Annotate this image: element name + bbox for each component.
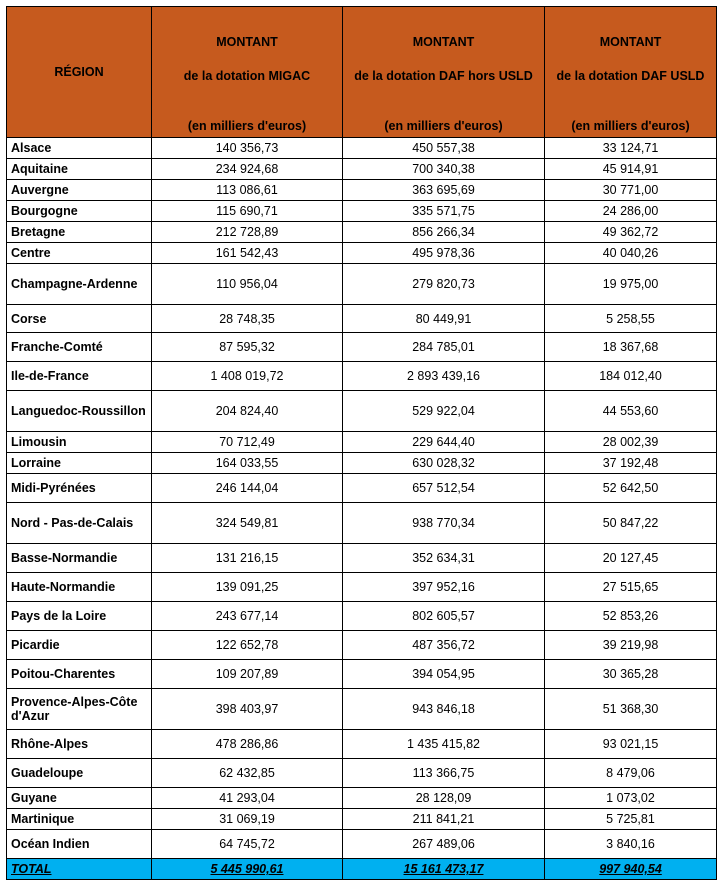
daf-hors-usld-value: 450 557,38	[343, 138, 545, 159]
migac-value: 398 403,97	[152, 689, 343, 730]
header-daf-hors-usld	[343, 7, 545, 138]
region-name: Picardie	[7, 631, 152, 660]
daf-usld-value: 50 847,22	[545, 503, 717, 544]
region-name: Alsace	[7, 138, 152, 159]
table-row	[7, 759, 717, 788]
region-name: Auvergne	[7, 180, 152, 201]
daf-hors-usld-value: 80 449,91	[343, 305, 545, 333]
table-row	[7, 474, 717, 503]
daf-hors-usld-value: 2 893 439,16	[343, 362, 545, 391]
daf-usld-value: 20 127,45	[545, 544, 717, 573]
migac-value: 204 824,40	[152, 391, 343, 432]
daf-usld-value: 19 975,00	[545, 264, 717, 305]
daf-hors-usld-value: 856 266,34	[343, 222, 545, 243]
daf-hors-usld-value: 394 054,95	[343, 660, 545, 689]
migac-value: 113 086,61	[152, 180, 343, 201]
daf-usld-value: 49 362,72	[545, 222, 717, 243]
table-row	[7, 830, 717, 859]
migac-value: 64 745,72	[152, 830, 343, 859]
header-daf-hors-title: MONTANT	[412, 35, 475, 49]
region-name: Nord - Pas-de-Calais	[7, 503, 152, 544]
daf-usld-value: 5 725,81	[545, 809, 717, 830]
table-row	[7, 180, 717, 201]
header-migac-title: MONTANT	[216, 35, 278, 49]
migac-value: 164 033,55	[152, 453, 343, 474]
daf-usld-value: 45 914,91	[545, 159, 717, 180]
region-name: Aquitaine	[7, 159, 152, 180]
daf-hors-usld-value: 487 356,72	[343, 631, 545, 660]
daf-hors-usld-value: 113 366,75	[343, 759, 545, 788]
header-row	[7, 7, 717, 138]
daf-hors-usld-value: 284 785,01	[343, 333, 545, 362]
daf-usld-value: 39 219,98	[545, 631, 717, 660]
daf-hors-usld-value: 802 605,57	[343, 602, 545, 631]
table-row	[7, 503, 717, 544]
table-row	[7, 453, 717, 474]
daf-hors-usld-value: 630 028,32	[343, 453, 545, 474]
region-name: Poitou-Charentes	[7, 660, 152, 689]
header-daf-hors-subtitle: de la dotation DAF hors USLD	[354, 69, 533, 83]
daf-hors-usld-value: 529 922,04	[343, 391, 545, 432]
region-name: Limousin	[7, 432, 152, 453]
migac-value: 212 728,89	[152, 222, 343, 243]
table-row	[7, 544, 717, 573]
daf-usld-value: 51 368,30	[545, 689, 717, 730]
migac-value: 161 542,43	[152, 243, 343, 264]
daf-usld-value: 52 853,26	[545, 602, 717, 631]
daf-usld-value: 5 258,55	[545, 305, 717, 333]
migac-value: 28 748,35	[152, 305, 343, 333]
region-name: Bretagne	[7, 222, 152, 243]
daf-hors-usld-value: 229 644,40	[343, 432, 545, 453]
total-migac: 5 445 990,61	[152, 859, 343, 880]
daf-usld-value: 33 124,71	[545, 138, 717, 159]
dotation-table	[6, 6, 717, 880]
migac-value: 246 144,04	[152, 474, 343, 503]
table-row	[7, 602, 717, 631]
table-row	[7, 305, 717, 333]
region-name: Corse	[7, 305, 152, 333]
daf-hors-usld-value: 211 841,21	[343, 809, 545, 830]
migac-value: 109 207,89	[152, 660, 343, 689]
table-row	[7, 243, 717, 264]
header-daf-usld-unit: (en milliers d'euros)	[571, 119, 690, 133]
migac-value: 140 356,73	[152, 138, 343, 159]
daf-hors-usld-value: 943 846,18	[343, 689, 545, 730]
daf-usld-value: 8 479,06	[545, 759, 717, 788]
daf-hors-usld-value: 267 489,06	[343, 830, 545, 859]
migac-value: 87 595,32	[152, 333, 343, 362]
header-daf-usld-title: MONTANT	[599, 35, 662, 49]
daf-usld-value: 27 515,65	[545, 573, 717, 602]
region-name: Lorraine	[7, 453, 152, 474]
table-row	[7, 159, 717, 180]
migac-value: 324 549,81	[152, 503, 343, 544]
table-row	[7, 631, 717, 660]
daf-usld-value: 37 192,48	[545, 453, 717, 474]
region-name: Martinique	[7, 809, 152, 830]
total-row	[7, 859, 717, 880]
region-name: Midi-Pyrénées	[7, 474, 152, 503]
header-migac	[152, 7, 343, 138]
daf-hors-usld-value: 938 770,34	[343, 503, 545, 544]
daf-hors-usld-value: 700 340,38	[343, 159, 545, 180]
table-row	[7, 333, 717, 362]
migac-value: 234 924,68	[152, 159, 343, 180]
total-label: TOTAL	[7, 859, 152, 880]
region-name: Languedoc-Roussillon	[7, 391, 152, 432]
table-row	[7, 222, 717, 243]
region-name: Haute-Normandie	[7, 573, 152, 602]
table-row	[7, 432, 717, 453]
table-row	[7, 689, 717, 730]
daf-usld-value: 30 365,28	[545, 660, 717, 689]
migac-value: 41 293,04	[152, 788, 343, 809]
region-name: Guadeloupe	[7, 759, 152, 788]
table-row	[7, 264, 717, 305]
daf-usld-value: 40 040,26	[545, 243, 717, 264]
migac-value: 62 432,85	[152, 759, 343, 788]
region-name: Océan Indien	[7, 830, 152, 859]
region-name: Provence-Alpes-Côte d'Azur	[7, 689, 152, 730]
region-name: Pays de la Loire	[7, 602, 152, 631]
table-row	[7, 201, 717, 222]
migac-value: 131 216,15	[152, 544, 343, 573]
daf-usld-value: 18 367,68	[545, 333, 717, 362]
table-row	[7, 138, 717, 159]
daf-usld-value: 1 073,02	[545, 788, 717, 809]
table-row	[7, 362, 717, 391]
table-body	[7, 138, 717, 859]
daf-hors-usld-value: 363 695,69	[343, 180, 545, 201]
region-name: Franche-Comté	[7, 333, 152, 362]
table-row	[7, 788, 717, 809]
region-name: Centre	[7, 243, 152, 264]
table-row	[7, 573, 717, 602]
header-region: RÉGION	[7, 7, 152, 138]
region-name: Basse-Normandie	[7, 544, 152, 573]
daf-usld-value: 3 840,16	[545, 830, 717, 859]
table-row	[7, 730, 717, 759]
daf-usld-value: 44 553,60	[545, 391, 717, 432]
daf-hors-usld-value: 279 820,73	[343, 264, 545, 305]
migac-value: 1 408 019,72	[152, 362, 343, 391]
table-row	[7, 660, 717, 689]
header-daf-hors-unit: (en milliers d'euros)	[384, 119, 503, 133]
daf-usld-value: 30 771,00	[545, 180, 717, 201]
region-name: Ile-de-France	[7, 362, 152, 391]
total-daf-hors-usld: 15 161 473,17	[343, 859, 545, 880]
migac-value: 70 712,49	[152, 432, 343, 453]
header-daf-usld	[545, 7, 717, 138]
daf-usld-value: 93 021,15	[545, 730, 717, 759]
region-name: Champagne-Ardenne	[7, 264, 152, 305]
daf-hors-usld-value: 335 571,75	[343, 201, 545, 222]
daf-hors-usld-value: 397 952,16	[343, 573, 545, 602]
migac-value: 478 286,86	[152, 730, 343, 759]
region-name: Rhône-Alpes	[7, 730, 152, 759]
table-row	[7, 391, 717, 432]
migac-value: 122 652,78	[152, 631, 343, 660]
migac-value: 115 690,71	[152, 201, 343, 222]
region-name: Guyane	[7, 788, 152, 809]
migac-value: 243 677,14	[152, 602, 343, 631]
daf-hors-usld-value: 495 978,36	[343, 243, 545, 264]
daf-usld-value: 24 286,00	[545, 201, 717, 222]
migac-value: 31 069,19	[152, 809, 343, 830]
header-migac-unit: (en milliers d'euros)	[187, 119, 307, 133]
total-daf-usld: 997 940,54	[545, 859, 717, 880]
daf-hors-usld-value: 1 435 415,82	[343, 730, 545, 759]
header-daf-usld-subtitle: de la dotation DAF USLD	[556, 69, 705, 83]
migac-value: 139 091,25	[152, 573, 343, 602]
region-name: Bourgogne	[7, 201, 152, 222]
daf-hors-usld-value: 657 512,54	[343, 474, 545, 503]
table-row	[7, 809, 717, 830]
daf-usld-value: 28 002,39	[545, 432, 717, 453]
daf-usld-value: 184 012,40	[545, 362, 717, 391]
daf-hors-usld-value: 352 634,31	[343, 544, 545, 573]
daf-hors-usld-value: 28 128,09	[343, 788, 545, 809]
migac-value: 110 956,04	[152, 264, 343, 305]
header-migac-subtitle: de la dotation MIGAC	[183, 69, 311, 83]
daf-usld-value: 52 642,50	[545, 474, 717, 503]
